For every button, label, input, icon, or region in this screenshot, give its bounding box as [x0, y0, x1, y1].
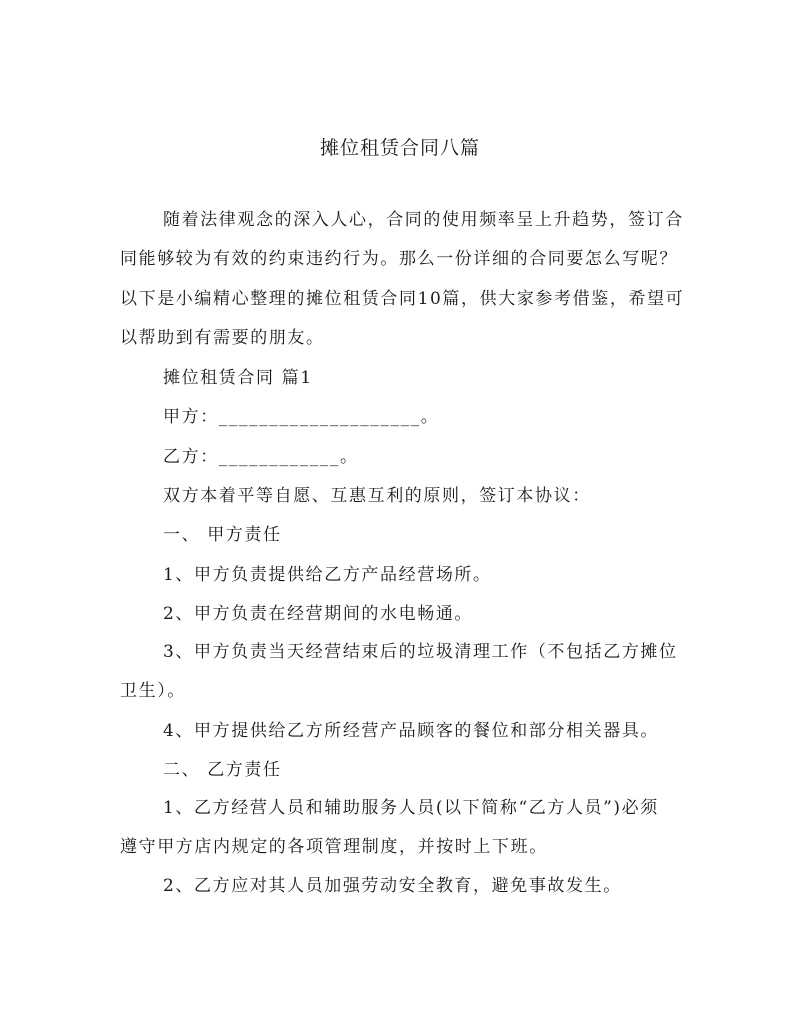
paragraph-line: 双方本着平等自愿、互惠互利的原则，签订本协议：: [163, 486, 591, 506]
document-title: 摊位租赁合同八篇: [319, 137, 480, 159]
clause-item: 1、乙方经营人员和辅助服务人员(以下简称“乙方人员”)必须: [163, 798, 659, 818]
clause-heading: 一、 甲方责任: [163, 525, 282, 545]
paragraph-line: 以下是小编精心整理的摊位租赁合同10篇，供大家参考借鉴，希望可: [120, 289, 685, 309]
clause-item: 3、甲方负责当天经营结束后的垃圾清理工作（不包括乙方摊位: [163, 642, 678, 662]
section-heading: 摊位租赁合同 篇1: [163, 368, 313, 388]
clause-item: 2、甲方负责在经营期间的水电畅通。: [163, 604, 474, 624]
paragraph-line: 随着法律观念的深入人心，合同的使用频率呈上升趋势，签订合: [163, 210, 684, 230]
party-b-line: 乙方：____________。: [163, 447, 359, 467]
clause-item: 1、甲方负责提供给乙方产品经营场所。: [163, 565, 492, 585]
clause-heading: 二、 乙方责任: [163, 760, 282, 780]
clause-item-continued: 卫生）。: [120, 681, 186, 701]
clause-item: 2、乙方应对其人员加强劳动安全教育，避免事故发生。: [163, 876, 622, 896]
paragraph-line: 以帮助到有需要的朋友。: [120, 328, 325, 348]
clause-item: 4、甲方提供给乙方所经营产品顾客的餐位和部分相关器具。: [163, 721, 660, 741]
party-a-line: 甲方：____________________。: [163, 407, 440, 427]
paragraph-line: 同能够较为有效的约束违约行为。那么一份详细的合同要怎么写呢？: [120, 249, 678, 269]
clause-item-continued: 遵守甲方店内规定的各项管理制度，并按时上下班。: [120, 837, 548, 857]
